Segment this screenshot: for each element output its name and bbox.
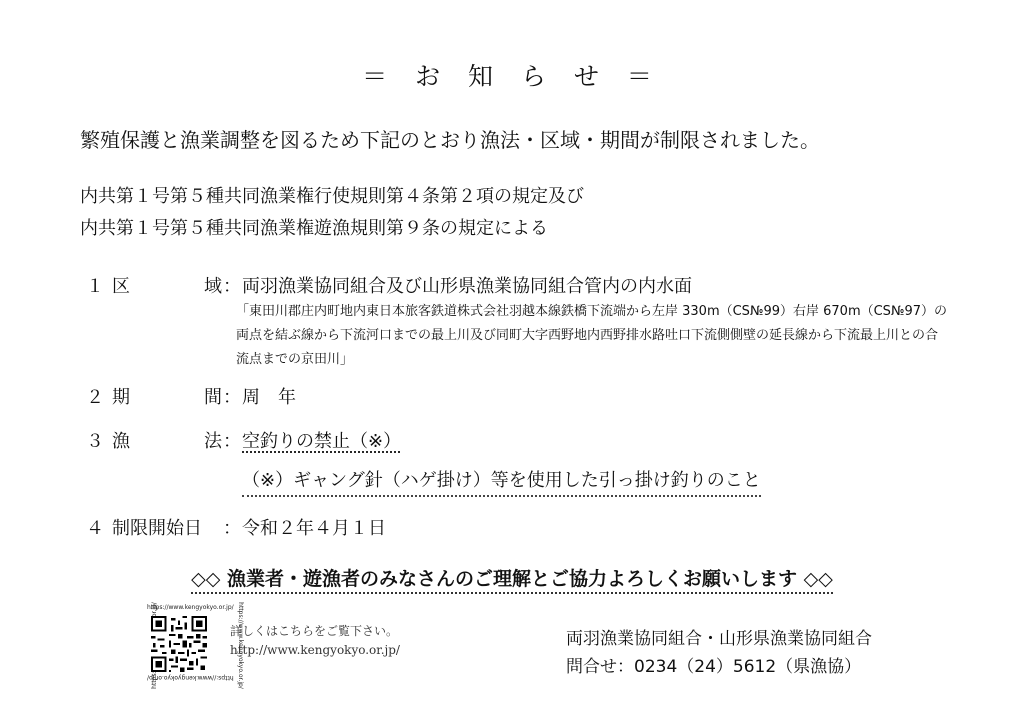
- item-label-char: 間: [204, 387, 222, 408]
- legal-basis-line-2: 内共第１号第５種共同漁業権遊漁規則第９条の規定による: [80, 218, 548, 239]
- item-label-char: 漁: [112, 431, 130, 452]
- item-label: [112, 383, 222, 409]
- item-area: [86, 272, 692, 298]
- details-text: 詳しくはこちらをご覧下さい。: [230, 624, 399, 638]
- notice-title: ＝ お 知 ら せ ＝: [362, 62, 662, 91]
- item-period: [86, 383, 296, 409]
- qr-caption-bottom: https://www.kengyokyo.or.jp/: [147, 674, 234, 681]
- item-start-date: [86, 514, 386, 540]
- item-value: 空釣りの禁止（※）: [242, 431, 402, 452]
- item-number: ３: [86, 431, 104, 452]
- item-separator: ：: [223, 387, 241, 408]
- item-number: １: [86, 276, 104, 297]
- item-label-char: 法: [204, 431, 222, 452]
- area-detail-text: 「東田川郡庄内町地内東日本旅客鉄道株式会社羽越本線鉄橋下流端から左岸 330m（CS№99）右岸 670m（CS№97）の両点を結ぶ線から下流河口までの最上川及び同町大字西野地内西野排水路吐口下流側側壁の延長線から下流最上川との合流点までの京田川」: [236, 304, 948, 367]
- item-label: [112, 272, 222, 298]
- contact-info: 問合せ：0234（24）5612（県漁協）: [566, 657, 862, 677]
- organization-names: 両羽漁業協同組合・山形県漁業協同組合: [566, 629, 872, 649]
- appeal-text: ◇◇ 漁業者・遊漁者のみなさんのご理解とご協力よろしくお願いします ◇◇: [191, 568, 833, 594]
- item-number: ２: [86, 387, 104, 408]
- legal-basis-line-1: 内共第１号第５種共同漁業権行使規則第４条第２項の規定及び: [80, 186, 584, 207]
- appeal-banner: [0, 564, 1024, 591]
- website-link[interactable]: http://www.kengyokyo.or.jp/: [230, 643, 400, 657]
- item-separator: ：: [223, 276, 241, 297]
- qr-caption-right: https://www.kengyokyo.or.jp/: [236, 602, 244, 689]
- item-value: 令和２年４月１日: [242, 518, 386, 539]
- item-value: 周 年: [242, 387, 296, 408]
- item-label-char: 区: [112, 276, 130, 297]
- intro-text: 繁殖保護と漁業調整を図るため下記のとおり漁法・区域・期間が制限されました。: [80, 128, 820, 152]
- method-note: （※）ギャング針（ハゲ掛け）等を使用した引っ掛け釣りのこと: [242, 466, 761, 497]
- item-value: 両羽漁業協同組合及び山形県漁業協同組合管内の内水面: [242, 276, 692, 297]
- qr-code-block[interactable]: [135, 602, 244, 689]
- qr-caption-top: https://www.kengyokyo.or.jp/: [147, 604, 234, 611]
- item-label-char: 域: [204, 276, 222, 297]
- item-label-char: 期: [112, 387, 130, 408]
- item-method: [86, 427, 401, 453]
- item-separator: ：: [223, 431, 241, 452]
- item-label: 制限開始日: [112, 518, 202, 539]
- item-label: [112, 427, 222, 453]
- item-number: ４: [86, 518, 104, 539]
- qr-code-icon[interactable]: [151, 616, 207, 672]
- item-separator: ：: [223, 518, 241, 539]
